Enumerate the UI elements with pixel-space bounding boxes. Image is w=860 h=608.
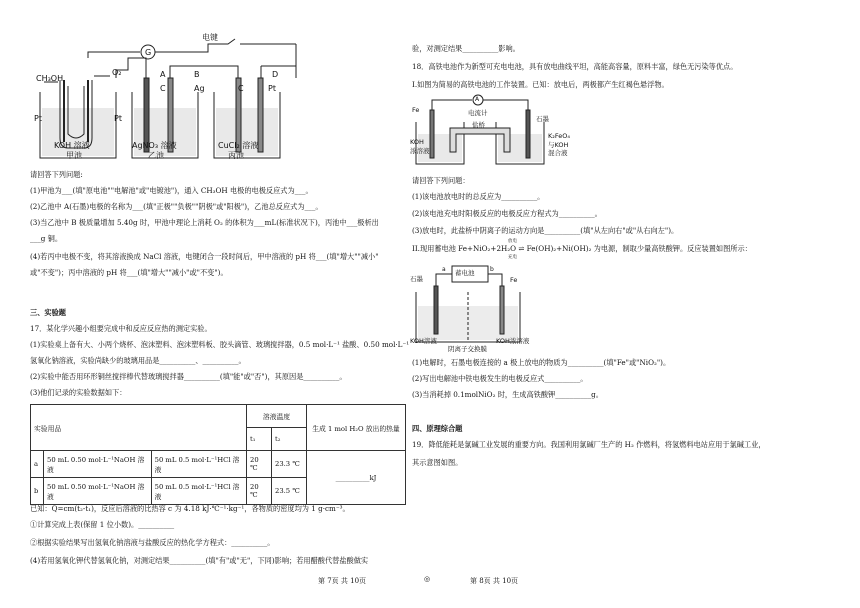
hcl-cell: 50 mL 0.5 mol·L⁻¹HCl 溶液	[151, 451, 246, 478]
electrode-label: C	[160, 84, 166, 93]
after-line: ②根据实验结果写出氢氧化钠溶液与盐酸反应的热化学方程式：__________。	[30, 538, 275, 547]
q17-line: (1)实验桌上备有大、小两个烧杯、泡沫塑料、泡沫塑料板、胶头滴管、玻璃搅拌器，0.5 mol·L⁻¹ 盐酸、0.50 mol·L⁻¹	[30, 340, 410, 349]
q-line: (3)当消耗掉 0.1molNiO₂ 时，生成高铁酸钾__________g。	[412, 390, 603, 399]
cell-solution: CuCl₂ 溶液	[218, 141, 259, 150]
arrow-top-label: 放电	[508, 239, 517, 244]
left-solution: KOH	[410, 138, 424, 146]
q16-line: (1)甲池为___(填"原电池""电解池"或"电镀池")，通入 CH₃OH 电极的电极反应式为___。	[30, 186, 313, 195]
after-line: (4)若用氢氧化钾代替氢氧化钠，对测定结果__________(填"有"或"无"，下同)影响；若用醋酸代替盐酸做实	[30, 556, 369, 565]
t2-cell: 23.3 ℃	[272, 451, 307, 478]
meter-label: 电流计	[468, 109, 488, 117]
cell-name: 甲池	[66, 151, 82, 160]
reactant-o2: O₂	[112, 68, 122, 77]
table-header: 实验用品	[31, 405, 247, 451]
page-footer: 第 8页 共 10页	[470, 577, 519, 585]
t1-cell: 20 ℃	[247, 451, 272, 478]
mid-line: (1)该电池放电时的总反应为__________。	[412, 192, 545, 201]
q17-line: (3)他们记录的实验数据如下：	[30, 388, 127, 397]
reactant-ch3oh: CH₃OH	[36, 74, 64, 83]
q16-line: (3)当乙池中 B 极质量增加 5.40g 时，甲池中理论上消耗 O₂ 的体积为___mL(标准状况下)，丙池中___极析出	[30, 218, 379, 227]
galvanometer-a: A	[475, 96, 480, 103]
row-id: b	[31, 478, 44, 505]
arrow-bottom-label: 充电	[508, 255, 517, 260]
naoh-cell: 50 mL 0.50 mol·L⁻¹NaOH 溶液	[44, 451, 152, 478]
right-solution: 混合液	[548, 149, 568, 157]
q-line: (2)写出电解池中铁电极发生的电极反应式__________。	[412, 374, 588, 383]
ii-line: II.现用蓄电池 Fe+NiO₂+2H₂O ⇌ Fe(OH)₂+Ni(OH)₂ 为电源，制取少量高铁酸钾。反应装置如图所示：	[412, 244, 752, 253]
cell-name: 丙池	[228, 151, 244, 160]
naoh-cell: 50 mL 0.50 mol·L⁻¹NaOH 溶液	[44, 478, 152, 505]
q19-line: 其示意图如图。	[412, 458, 463, 467]
q17-line: (2)实验中能否用环形铜丝搅拌棒代替玻璃搅拌器__________(填"能"或"否")，其原因是__________。	[30, 372, 347, 381]
q19-line: 19．降低能耗是氯碱工业发展的重要方向。我国利用氯碱厂生产的 H₂ 作燃料，将氢燃料电站应用于氯碱工业，	[412, 440, 766, 449]
continued-line: 验，对测定结果__________影响。	[412, 44, 520, 53]
table-row	[31, 451, 406, 478]
salt-bridge-label: 盐桥	[472, 121, 485, 129]
page-footer: 第 7页 共 10页	[318, 577, 367, 585]
table-header: t₂	[272, 428, 307, 451]
q-line: (1)电解时，石墨电极连接的 a 极上放电的物质为__________(填"Fe"或"NiO₂")。	[412, 358, 671, 367]
row-id: a	[31, 451, 44, 478]
electrode-label: B	[194, 70, 200, 79]
electrode-label: D	[272, 70, 279, 79]
experiment-data-table	[30, 404, 406, 505]
table-header: 溶液温度	[247, 405, 307, 428]
electrode-label: Pt	[268, 84, 276, 93]
mid-line: (2)该电池充电时阳极反应的电极反应方程式为__________。	[412, 209, 602, 218]
electrode-label: Pt	[114, 114, 122, 123]
electrode-label: Ag	[194, 84, 205, 93]
cell-solution: KOH 溶液	[54, 141, 90, 150]
cell-solution: AgNO₃ 溶液	[132, 141, 177, 150]
graphite-label: 石墨	[410, 275, 423, 283]
table-header: t₁	[247, 428, 272, 451]
galvanometer-label: G	[145, 48, 152, 57]
q16-line: (4)若丙中电极不变，将其溶液换成 NaCl 溶液，电键闭合一段时间后，甲中溶液的 pH 将___(填"增大""减小"	[30, 252, 379, 261]
graphite-label: 石墨	[536, 115, 549, 123]
mid-line: (3)放电时，此盐桥中阴离子的运动方向是__________(填"从左向右"或"从右向左")。	[412, 226, 679, 235]
right-solution: 与KOH	[548, 141, 569, 149]
mid-line: 请回答下列问题：	[412, 176, 470, 185]
q18-line: 18．高铁电池作为新型可充电电池，具有放电曲线平坦，高能高容量，原料丰富，绿色无污染等优点。	[412, 62, 738, 71]
after-line: ①计算完成上表(保留 1 位小数)。__________	[30, 520, 175, 529]
terminal-a: a	[442, 266, 446, 273]
q18-line: I.如图为简易的高铁电池的工作装置。已知：放电后，两极都产生红褐色悬浮物。	[412, 80, 669, 89]
right-solution: K₂FeO₄	[548, 132, 570, 140]
t2-cell: 23.5 ℃	[272, 478, 307, 505]
center-mark: ◎	[424, 575, 431, 583]
electrode-label: C	[238, 84, 244, 93]
table-header: 生成 1 mol H₂O 放出的热量	[307, 405, 406, 451]
electrode-label: A	[160, 70, 166, 79]
terminal-b: b	[490, 266, 494, 273]
battery-label: 蓄电池	[455, 269, 475, 277]
q17-line: 17．某化学兴趣小组要完成中和反应反应热的测定实验。	[30, 324, 212, 333]
hcl-cell: 50 mL 0.5 mol·L⁻¹HCl 溶液	[151, 478, 246, 505]
heat-blank: __________kJ	[307, 451, 406, 505]
left-solution: 浓溶液	[410, 147, 430, 155]
section-title: 三、实验题	[30, 308, 66, 317]
membrane-label: 阴离子交换膜	[448, 345, 487, 353]
t1-cell: 20 ℃	[247, 478, 272, 505]
right-solution: KOH浓溶液	[496, 337, 530, 345]
electrode-label: Pt	[34, 114, 42, 123]
fe-label: Fe	[510, 276, 518, 284]
q16-line: 或"不变")；丙中溶液的 pH 将___(填"增大""减小"或"不变")。	[30, 268, 228, 277]
section-title: 四、原理综合题	[412, 424, 463, 433]
left-solution: KOH溶液	[410, 337, 437, 345]
q16-line: (2)乙池中 A(石墨)电极的名称为___(填"正极""负极""阴极"或"阳极")，乙池总反应式为___。	[30, 202, 323, 211]
cell-name: 乙池	[148, 151, 164, 160]
q17-line: 氢氧化钠溶液，实验尚缺少的玻璃用品是__________、__________。	[30, 356, 246, 365]
after-line: 已知：Q=cm(t₂-t₁)，反应后溶液的比热容 c 为 4.18 kJ·℃⁻¹·kg⁻¹，各物质的密度均为 1 g·cm⁻³。	[30, 504, 350, 513]
q16-prompt: 请回答下列问题:	[30, 170, 83, 179]
switch-label: 电键	[202, 33, 218, 42]
fe-label: Fe	[412, 106, 420, 114]
q16-line: ___g 铜。	[30, 234, 63, 243]
